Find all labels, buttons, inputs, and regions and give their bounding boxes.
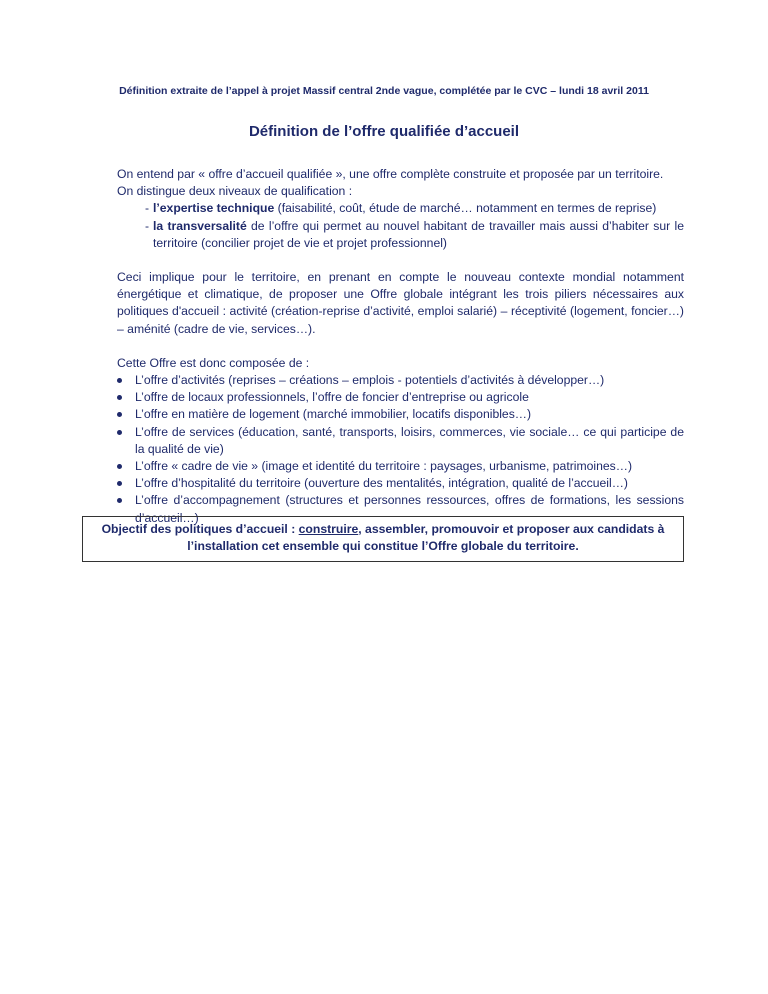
intro-line-1: On entend par « offre d’accueil qualifiée », une offre complète construite et proposée par un territoire. <box>117 167 664 181</box>
qualification-levels <box>117 200 684 252</box>
document-body <box>117 166 684 527</box>
level-item <box>117 218 684 252</box>
list-item-text: L’offre de locaux professionnels, l’offre de foncier d’entreprise ou agricole <box>135 390 529 405</box>
level-bold-term: l’expertise technique <box>153 201 275 216</box>
list-item-text: L’offre d’activités (reprises – créations – emplois - potentiels d’activités à développer…) <box>135 373 605 388</box>
document-title: Définition de l’offre qualifiée d’accueil <box>248 123 520 140</box>
objective-underlined: construire <box>298 522 359 536</box>
list-item-text: L’offre « cadre de vie » (image et identité du territoire : paysages, urbanisme, patrimoines…) <box>135 459 633 474</box>
bullet-icon <box>117 395 122 400</box>
composition-intro: Cette Offre est donc composée de : <box>117 355 310 370</box>
bullet-icon <box>117 464 122 469</box>
dash-marker: - <box>144 218 149 233</box>
composition-list <box>117 372 684 527</box>
paragraph-pillars: Ceci implique pour le territoire, en prenant en compte le nouveau contexte mondial notamment énergétique et climatique, de proposer une Offre globale intégrant les trois piliers nécessaires aux politiques d'accueil : activité (création-reprise d’activité, emploi salarié) – réceptivité (logement, foncier…) – aménité (cadre de vie, services…). <box>117 270 684 336</box>
list-item-text: L’offre d’accompagnement (structures et personnes ressources, offres de formations, les sessions d’accueil…) <box>135 493 684 525</box>
list-item <box>117 475 684 492</box>
list-item <box>117 406 684 423</box>
objective-box <box>82 516 684 562</box>
objective-suffix: , assembler, promouvoir et proposer aux candidats à l’installation cet ensemble qui constitue l’Offre globale du territoire. <box>187 522 665 554</box>
list-item <box>117 424 684 458</box>
bullet-icon <box>117 430 122 435</box>
list-item-text: L’offre d’hospitalité du territoire (ouverture des mentalités, intégration, qualité de l’accueil…) <box>135 476 628 491</box>
level-text: (faisabilité, coût, étude de marché… notamment en termes de reprise) <box>274 201 657 216</box>
list-item-text: L’offre en matière de logement (marché immobilier, locatifs disponibles…) <box>135 407 532 422</box>
document-header: Définition extraite de l’appel à projet Massif central 2nde vague, complétée par le CVC – lundi 18 avril 2011 <box>119 85 649 97</box>
bullet-icon <box>117 481 122 486</box>
list-item <box>117 458 684 475</box>
objective-prefix: Objectif des politiques d’accueil : <box>101 522 299 536</box>
bullet-icon <box>117 378 122 383</box>
level-item <box>117 200 684 217</box>
bullet-icon <box>117 412 122 417</box>
level-text: de l’offre qui permet au nouvel habitant de travailler mais aussi d’habiter sur le territoire (concilier projet de vie et projet professionnel) <box>153 218 684 250</box>
list-item <box>117 389 684 406</box>
level-bold-term: la transversalité <box>153 218 247 233</box>
list-item-text: L’offre de services (éducation, santé, transports, loisirs, commerces, vie sociale… ce qui participe de la qualité de vie) <box>135 424 684 456</box>
list-item <box>117 372 684 389</box>
bullet-icon <box>117 498 122 503</box>
dash-marker: - <box>144 201 149 216</box>
intro-line-2: On distingue deux niveaux de qualification : <box>117 184 353 199</box>
